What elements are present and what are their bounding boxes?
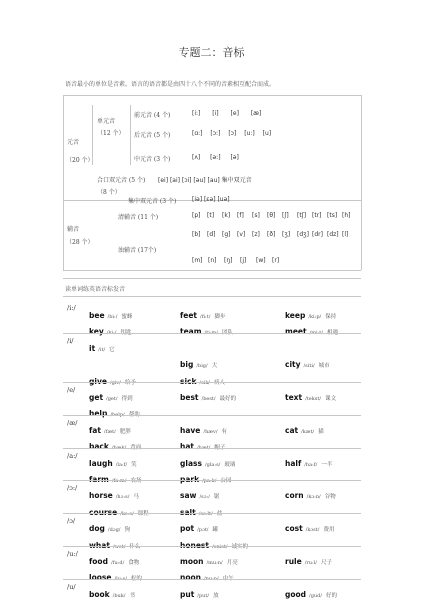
word-entry — [89, 336, 115, 355]
word: rule — [285, 557, 302, 566]
word-meaning: 大 — [211, 363, 218, 370]
consonant-count: （28 个） — [66, 239, 94, 246]
back-vowel-symbols: [ɑ:] [ɔ:] [ɔ] [u:] [u] — [192, 130, 272, 137]
central-vowel-symbols: [ʌ] [ə:] [ə] — [192, 154, 239, 161]
voiced-consonant-symbol: [z] — [252, 231, 260, 238]
voiced-consonant-symbol: [l] — [342, 231, 349, 238]
word-meaning: 有 — [221, 428, 228, 435]
voiceless-consonant-symbol: [k] — [222, 212, 231, 219]
voiced-consonant-symbol: [ʒ] — [282, 231, 291, 238]
word: best — [180, 393, 199, 402]
word-entry — [285, 319, 338, 338]
centering-diphthong-symbols: [iə] [ɛə] [uə] — [192, 196, 230, 203]
word-phonetic: /kɔst/ — [305, 527, 320, 534]
word-phonetic: /la:f/ — [115, 461, 128, 468]
voiced-consonant-symbol: [ð] — [267, 231, 276, 238]
voiced-consonant-label: 浊辅音 (17个) — [118, 247, 157, 254]
voiced-consonant-symbol: [dr] — [312, 231, 323, 238]
word-phonetic: /tekst/ — [305, 396, 322, 402]
voiceless-consonant-symbol: [h] — [342, 212, 351, 219]
phoneme-symbol: /u/ — [67, 582, 76, 591]
word-meaning: 尺子 — [320, 560, 332, 566]
word: glass — [180, 458, 202, 468]
word-phonetic: /hæv/ — [203, 428, 218, 435]
word-phonetic: /kɔ:n/ — [306, 494, 321, 501]
voiced-consonant-symbol: [dz] — [327, 231, 339, 238]
word-phonetic: /best/ — [201, 396, 216, 402]
word: cost — [285, 524, 303, 534]
central-vowel-label: 中元音 (3 个) — [134, 156, 171, 163]
word-phonetic: /ru:l/ — [304, 560, 317, 566]
word-meaning: 城市 — [318, 363, 330, 370]
word-meaning: 猫 — [318, 428, 324, 435]
phoneme-symbol: /i:/ — [67, 304, 76, 312]
word: pot — [180, 524, 195, 534]
voiced-nasal-consonant-symbol: [m] — [192, 257, 203, 264]
word-meaning: 笑 — [131, 461, 137, 468]
word: bee — [89, 311, 105, 320]
word: text — [285, 393, 303, 402]
consonant-label: 辅音 — [67, 226, 80, 233]
word-entry — [285, 451, 332, 470]
word-phonetic: /buk/ — [112, 592, 126, 599]
centering-diphthong-label: 集中双元音 (3 个) — [128, 198, 177, 205]
word: have — [180, 425, 201, 435]
monophthong-label: 单元音 — [97, 118, 116, 125]
phoneme-symbol: /u:/ — [67, 550, 78, 558]
word-meaning: 狗 — [124, 527, 130, 534]
word: corn — [285, 491, 304, 501]
word: moon — [180, 557, 204, 566]
word-entry — [285, 483, 336, 502]
diphthong-symbols: [ei] [ai] [ɔi] [əu] [au] 集中双元音 — [158, 177, 252, 184]
word: it — [89, 343, 96, 353]
voiced-nasal-consonant-symbol: [r] — [272, 257, 280, 264]
phoneme-symbol: /i/ — [67, 336, 74, 345]
word-meaning: 得到 — [121, 396, 133, 402]
word: cat — [285, 425, 299, 435]
word-phonetic: /it/ — [98, 346, 106, 353]
word-phonetic: /fæt/ — [103, 428, 116, 435]
voiced-consonant-symbol: [g] — [222, 231, 231, 238]
word-phonetic: /pɔt/ — [197, 527, 209, 534]
word-phonetic: /sɔ:/ — [199, 494, 210, 501]
word-entry — [285, 418, 324, 437]
voiced-consonant-symbol: [d] — [207, 231, 216, 238]
section-title: 读单词练英语音标发音 — [65, 286, 126, 293]
word-phonetic: /ha:f/ — [304, 461, 318, 468]
phoneme-symbol: /e/ — [67, 386, 76, 394]
word-phonetic: /put/ — [197, 592, 210, 599]
word-meaning: 蜜蜂 — [121, 314, 133, 320]
voiceless-consonant-symbol: [p] — [192, 212, 201, 219]
intro-text: 语音最小的单位是音素。语言的语音都是由四十八个不同的音素相互配合而成。 — [65, 81, 276, 88]
voiced-nasal-consonant-symbol: [j] — [240, 257, 247, 264]
word-meaning: 谷物 — [324, 494, 336, 501]
word-meaning: 好的 — [326, 592, 338, 599]
word-phonetic: /kæt/ — [301, 428, 315, 435]
word-phonetic: /fi:t/ — [200, 314, 211, 320]
voiceless-consonant-symbol: [ʃ] — [282, 212, 289, 219]
word: big — [180, 360, 194, 370]
word-phonetic: /gud/ — [309, 592, 323, 599]
word-entry — [285, 549, 332, 568]
word-meaning: 食物 — [128, 560, 140, 566]
voiceless-consonant-symbol: [f] — [237, 212, 244, 219]
word-meaning: 脚步 — [214, 314, 226, 320]
word: book — [89, 589, 110, 599]
word-entry — [285, 516, 334, 535]
word-phonetic: /gla:s/ — [204, 461, 221, 468]
word-meaning: 书 — [129, 592, 136, 599]
diphthong-label: 合口双元音 (5 个) — [97, 177, 146, 184]
monophthong-count: （12 个） — [97, 130, 125, 137]
word-entry — [180, 319, 233, 338]
word: keep — [285, 311, 306, 320]
word: good — [285, 589, 307, 599]
vowel-label: 元音 — [67, 139, 80, 146]
word-meaning: 最好的 — [219, 396, 237, 402]
word-meaning: 月亮 — [226, 560, 238, 566]
front-vowel-symbols: [i:] [i] [e] [æ] — [192, 110, 262, 117]
word-phonetic: /big/ — [196, 363, 208, 370]
word-phonetic: /mu:n/ — [206, 560, 223, 566]
voiced-nasal-consonant-symbol: [ŋ] — [224, 257, 233, 264]
phoneme-symbol: /æ/ — [67, 418, 78, 427]
word: feet — [180, 311, 198, 320]
word-phonetic: /siti/ — [303, 363, 315, 370]
word-entry — [285, 385, 336, 404]
word-meaning: 放 — [213, 592, 219, 599]
voiceless-consonant-symbol: [tʃ] — [297, 212, 307, 219]
word: city — [285, 360, 301, 370]
word: half — [285, 458, 302, 468]
front-vowel-label: 前元音 (4 个) — [134, 112, 171, 119]
page-title: 专题二：音标 — [178, 46, 245, 59]
word-phonetic: /get/ — [106, 396, 118, 402]
word: laugh — [89, 458, 113, 468]
vowel-count: （20 个） — [66, 157, 94, 164]
diphthong-count: （8 个） — [97, 189, 121, 196]
word: get — [89, 393, 104, 402]
phoneme-symbol: /ɔ:/ — [67, 484, 78, 493]
word: put — [180, 589, 195, 599]
word: fat — [89, 425, 101, 435]
word-meaning: 罐 — [212, 527, 219, 534]
word-meaning: 保持 — [325, 314, 337, 320]
word-entry — [285, 352, 330, 371]
word-phonetic: /hɔ:s/ — [115, 494, 130, 501]
word-phonetic: /fu:d/ — [110, 560, 125, 566]
voiceless-consonant-symbol: [t] — [207, 212, 215, 219]
voiced-consonant-symbol: [dʒ] — [297, 231, 309, 238]
word-entry — [180, 385, 236, 404]
word-entry — [285, 582, 337, 601]
word-meaning: 课文 — [325, 396, 337, 402]
voiceless-consonant-symbol: [θ] — [267, 212, 276, 219]
word-phonetic: /ki:p/ — [308, 314, 322, 320]
back-vowel-label: 后元音 (5 个) — [134, 132, 171, 139]
phoneme-symbol: /a:/ — [67, 451, 78, 460]
word-meaning: 马 — [133, 494, 139, 501]
voiced-nasal-consonant-symbol: [n] — [208, 257, 217, 264]
word-meaning: 它 — [109, 346, 115, 353]
word-meaning: 费用 — [323, 527, 335, 534]
word: saw — [180, 491, 197, 501]
word: food — [89, 557, 108, 566]
word-phonetic: /bi:/ — [107, 314, 118, 320]
voiced-consonant-symbol: [v] — [237, 231, 246, 238]
word-phonetic: /dɔg/ — [107, 527, 121, 534]
word-meaning: 肥胖 — [119, 428, 131, 435]
voiceless-consonant-symbol: [s] — [252, 212, 260, 219]
voiceless-consonant-symbol: [tr] — [312, 212, 322, 219]
voiced-consonant-symbol: [b] — [192, 231, 201, 238]
word: dog — [89, 524, 105, 534]
word-entry — [89, 582, 135, 601]
word-meaning: 一半 — [321, 461, 333, 468]
voiceless-consonant-label: 清辅音 (11 个) — [118, 214, 159, 221]
word-meaning: 锯 — [213, 494, 220, 501]
voiced-nasal-consonant-symbol: [w] — [256, 257, 266, 264]
phoneme-symbol: /ɔ/ — [67, 517, 76, 526]
voiceless-consonant-symbol: [ts] — [327, 212, 338, 219]
word-entry — [180, 582, 219, 601]
word-meaning: 玻璃 — [224, 461, 236, 468]
word: horse — [89, 491, 113, 501]
